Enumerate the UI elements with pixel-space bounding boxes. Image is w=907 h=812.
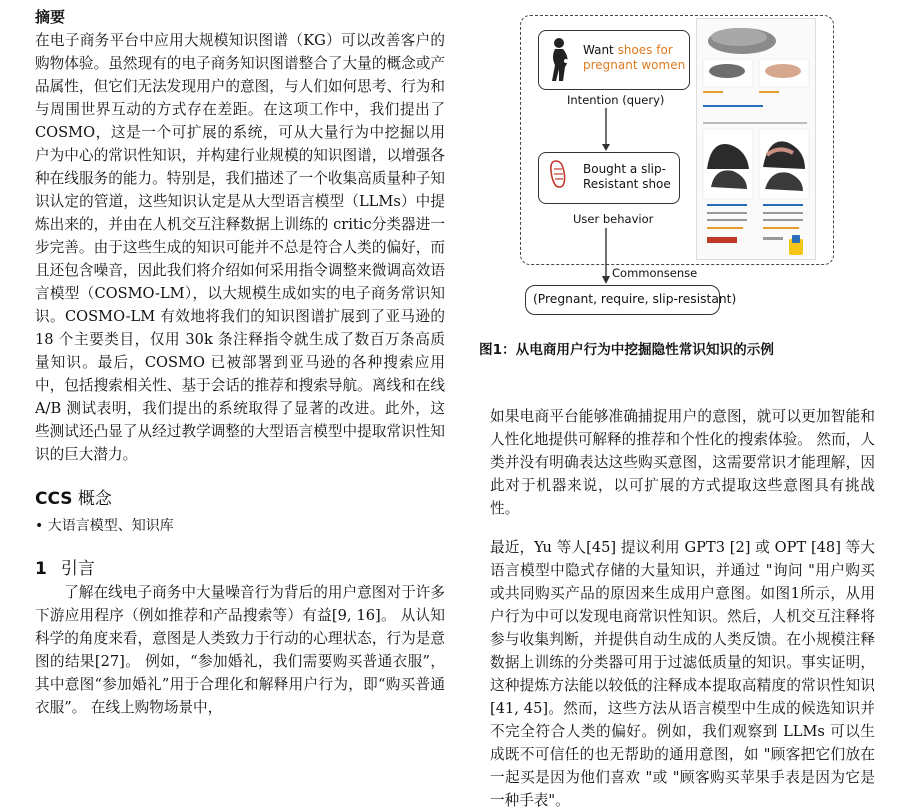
right-paragraph-2: 最近，Yu 等人[45] 提议利用 GPT3 [2] 或 OPT [48] 等大语言模型中隐式存储的大量知识，并通过 "询问 "用户购买或共同购买产品的原因来生成用户意图。如图1所示，从用户行为中可以发现电商常识性知识。然后，人机交互注释将参与收集判断，并提供自动生成的人类反馈。在小规模注释数据上训练的分类器可用于过滤低质量的知识。事实证明，这种提炼方法能以较低的注释成本提取高精度的常识性知识 [41, 45]。然而，这些方法从语言模型中生成的候选知识并不完全符合人类的偏好。例如，我们观察到 LLMs 可以生成既不可信任的也无帮助的通用意图，如 "顾客把它们放在一起买是因为他们喜欢 "或 "顾客购买苹果手表是因为它是一种手表"。 <box>490 539 875 809</box>
right-column-para-1 <box>490 405 875 520</box>
bought-line-2: Resistant shoe <box>583 177 671 191</box>
figure-caption: 图1：从电商用户行为中挖掘隐性常识知识的示例 <box>479 342 774 358</box>
want-highlight-2: pregnant women <box>583 58 686 72</box>
arrow-intention-to-behavior <box>601 108 611 152</box>
commonsense-triple-box <box>525 285 737 315</box>
ccs-title-bold: CCS <box>35 489 73 509</box>
section-title: 引言 <box>60 559 95 579</box>
intention-label: Intention (query) <box>567 93 665 107</box>
pregnant-woman-icon <box>547 37 573 83</box>
ccs-title-rest: 概念 <box>72 489 112 509</box>
behavior-label: User behavior <box>573 212 654 226</box>
arrow-behavior-to-commonsense <box>601 228 611 286</box>
bought-line-1: Bought a slip- <box>583 162 666 176</box>
commonsense-label: Commonsense <box>612 266 698 280</box>
intention-box <box>538 30 690 90</box>
abstract-title: 摘要 <box>35 8 66 26</box>
left-column <box>35 5 445 719</box>
right-column-para-2 <box>490 536 875 812</box>
ccs-title <box>35 488 445 511</box>
product-listing-screenshot <box>696 18 816 260</box>
abstract-body: 在电子商务平台中应用大规模知识图谱（KG）可以改善客户的购物体验。虽然现有的电子商务知识图谱整合了大量的概念或产品属性，但它们无法发现用户的意图，与人们如何思考、行为和与周围世界互动的方式存在差距。在这项工作中，我们提出了 COSMO，这是一个可扩展的系统，可从大量行为中挖掘以用户为中心的常识性知识，并构建行业规模的知识图谱，以增强各种在线服务的能力。特别是，我们描述了一个收集高质量种子知识认定的管道，这些知识认定是从大型语言模型（LLMs）中提炼出来的，并由在人机交互注释数据上训练的 critic分类器进一步完善。由于这些生成的知识可能并不总是符合人类的偏好，而且还包含噪音，因此我们将介绍如何采用指令调整来微调高效语言模型（COSMO-LM），以大规模生成如实的电子商务常识知识。COSMO-LM 有效地将我们的知识图谱扩展到了亚马逊的 18 个主要类目，仅用 30k 条注释指令就生成了数百万条高质量知识。最后，COSMO 已被部署到亚马逊的各种搜索应用中，包括搜索相关性、基于会话的推荐和搜索导航。离线和在线 A/B 测试表明，我们提出的系统取得了显著的改进。此外，这些测试还凸显了从经过教学调整的大型语言模型中提取常识性知识的巨大潜力。 <box>35 32 445 463</box>
sandal-product-image <box>697 19 815 259</box>
right-paragraph-1: 如果电商平台能够准确捕捉用户的意图，就可以更加智能和人性化地提供可解释的推荐和个性化的搜索体验。 然而，人类并没有明确表达这些购买意图，这需要常识才能理解，因此对于机器来说，以可扩展的方式提取这些意图具有挑战性。 <box>490 408 875 517</box>
intro-heading <box>35 558 445 581</box>
shoe-icon <box>547 159 573 189</box>
ccs-item: • 大语言模型、知识库 <box>35 518 174 534</box>
intro-body: 了解在线电子商务中大量噪音行为背后的用户意图对于许多下游应用程序（例如推荐和产品搜索等）有益[9, 16]。 从认知科学的角度来看，意图是人类致力于行动的心理状态，行为是意图的结果[27]。 例如，“参加婚礼，我们需要购买普通衣服”，其中意图“参加婚礼”用于合理化和解释用户行为，即“购买普通衣服”。 在线上购物场景中， <box>35 584 445 716</box>
section-number: 1 <box>35 559 47 579</box>
want-prefix: Want <box>583 43 618 57</box>
behavior-box <box>538 152 680 204</box>
commonsense-triple: (Pregnant, require, slip-resistant) <box>533 292 737 306</box>
want-highlight-1: shoes for <box>617 43 673 57</box>
